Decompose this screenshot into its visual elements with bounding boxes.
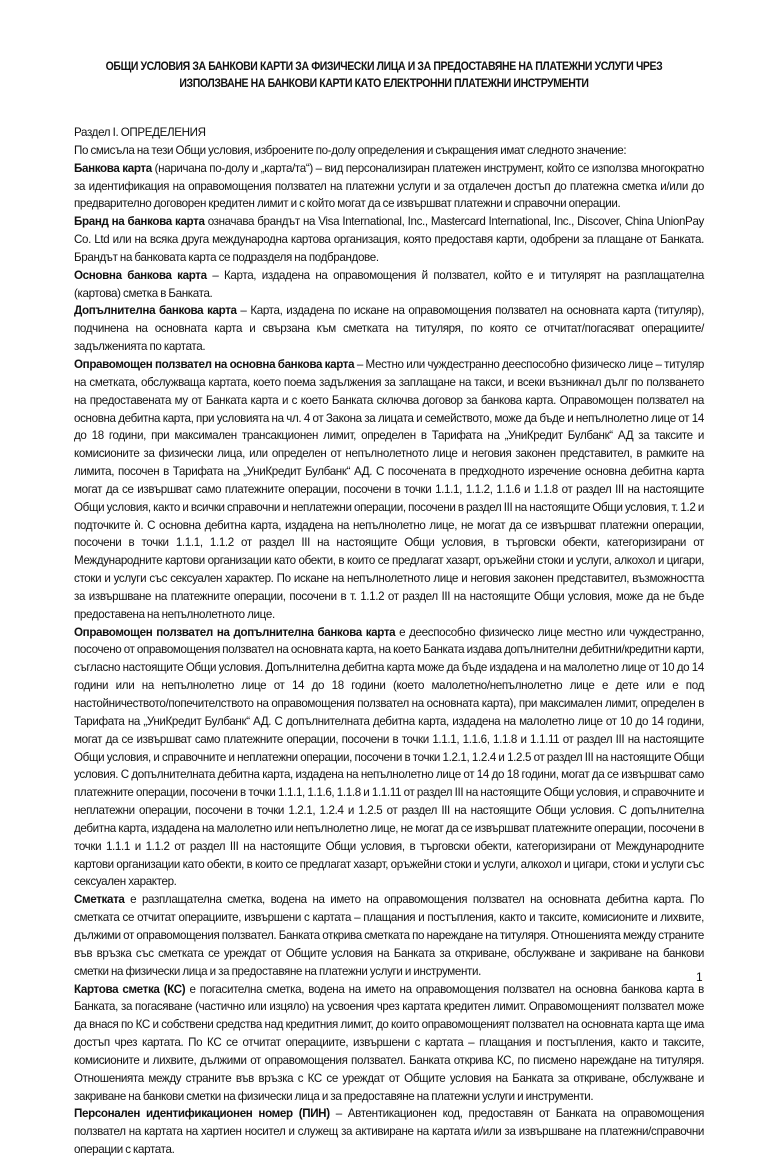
definition-text: е погасителна сметка, водена на името на оправомощения ползвател на основна банкова карта в Банката, за погасяване (частично или изцяло) на усвоения чрез картата кредитен лимит. Оправомощеният ползвател може да внася по КС и собствени средства над кредитния лимит, до които оправомощеният ползвател на основната карта ще има достъп чрез картата. По КС се отчитат операциите, извършени с картата – плащания и постъпления, както и таксите, комисионите и лихвите, дължими от оправомощения ползвател. Банката открива КС, по писмено нареждане на титуляря. Отношенията между страните във връзка с КС се уреждат от Общите условия на Банката за откриване, обслужване и закриване на банкови сметки на физически лица и за предоставяне на платежни услуги и инструменти.: [74, 982, 704, 1103]
definition-term: Сметката: [74, 893, 125, 907]
definition-text: – Карта, издадена по искане на оправомощения ползвател на основната карта (титуляр), подчинена на основната карта и свързана към сметката на титуляря, по която се отчитат/погасяват операциите/задълженията по картата.: [74, 304, 704, 354]
definition-term: Банкова карта: [74, 161, 152, 175]
definition-term: Оправомощен ползвател на основна банкова карта: [74, 357, 355, 371]
definition-additional-card-user: [74, 624, 704, 892]
definition-text: – Местно или чуждестранно дееспособно физическо лице – титуляр на сметката, обслужваща картата, което поема задължения за заплащане на такси, и всеки възникнал дълг по ползването на предоставената му от Банката карта и с което Банката сключва договор за банкова карта. Оправомощен ползвател на основна дебитна карта, при условията на чл. 4 от Закона за лицата и семейството, може да бъде и непълнолетно лице от 14 до 18 години, при максимален трансакционен лимит, определен в Тарифата на „УниКредит Булбанк“ АД за таксите и комисионите за физически лица, или определен от непълнолетното лице и неговия законен представител, в рамките на лимита, посочен в Тарифата на „УниКредит Булбанк“ АД. С посочената в предходното изречение основна дебитна карта могат да се извършват само платежните операции, посочени в точки 1.1.1, 1.1.2, 1.1.6 и 1.1.8 от раздел III на настоящите Общи условия, както и всички справочни и неплатежни операции, посочени в раздел III на настоящите Общи условия, т. 1.2 и подточките ѝ. С основна дебитна карта, издадена на непълнолетно лице, не могат да се извършват платежни операции, посочени в точки 1.1.1, 1.1.2 от раздел III на настоящите Общи условия, в търговски обекти, категоризирани от Международните картови организации като обекти, в които се предлагат хазарт, оръжейни стоки и услуги, алкохол и цигари, стоки и услуги със сексуален характер. По искане на непълнолетното лице и неговия законен представител, възможността за извършване на платежните операции, посочени в т. 1.1.2 от раздел III на настоящите Общи условия, може да не бъде предоставена на непълнолетното лице.: [74, 357, 704, 621]
page-number: 1: [696, 970, 703, 984]
definition-main-card-user: [74, 356, 704, 624]
document-title: ОБЩИ УСЛОВИЯ ЗА БАНКОВИ КАРТИ ЗА ФИЗИЧЕСКИ ЛИЦА И ЗА ПРЕДОСТАВЯНЕ НА ПЛАТЕЖНИ УСЛУГИ ЧРЕЗ ИЗПОЛЗВАНЕ НА БАНКОВИ КАРТИ КАТО ЕЛЕКТРОННИ ПЛАТЕЖНИ ИНСТРУМЕНТИ: [105, 59, 663, 90]
definition-term: Оправомощен ползвател на допълнителна банкова карта: [74, 625, 396, 639]
definition-account: [74, 891, 704, 980]
definition-additional-card: [74, 302, 704, 356]
definition-bank-card: [74, 160, 704, 214]
definition-term: Бранд на банкова карта: [74, 215, 205, 229]
definition-text: (наричана по-долу и „карта/та“) – вид персонализиран платежен инструмент, който се използва многократно за идентификация на оправомощения ползвател на платежни услуги и за отдалечен достъп до платежна сметка и/или до предварително договорен кредитен лимит и с който могат да се извършват платежни и справочни операции.: [74, 161, 704, 211]
definition-term: Основна банкова карта: [74, 268, 207, 282]
definition-text: е дееспособно физическо лице местно или чуждестранно, посочено от оправомощения ползвател на основната карта, на което Банката издава допълнителни дебитни/кредитни карти, съгласно настоящите Общи условия. Допълнителна дебитна карта може да бъде издадена и на малолетно лице от 10 до 14 години или на непълнолетно лице от 14 до 18 години (което малолетно/непълнолетно лице е дете или е под настойничеството/попечителството на оправомощения ползвател на основната карта), при максимален лимит, определен в Тарифата на „УниКредит Булбанк“ АД. С допълнителната дебитна карта, издадена на малолетно лице от 10 до 14 години, могат да се извършват само платежните операции, посочени в точки 1.1.1, 1.1.6, 1.1.8 и 1.1.11 от раздел III на настоящите Общи условия, и справочните и неплатежни операции, посочени в точки 1.2.1, 1.2.4 и 1.2.5 от раздел III на настоящите Общи условия. С допълнителната дебитна карта, издадена на непълнолетно лице от 14 до 18 години, могат да се извършват само платежните операции, посочени в точки 1.1.1, 1.1.6, 1.1.8 и 1.1.11 от раздел III на настоящите Общи условия, и справочните и неплатежни операции, посочени в точки 1.2.1, 1.2.4 и 1.2.5 от раздел III на настоящите Общи условия. С допълнителна дебитна карта, издадена на малолетно или непълнолетно лице, не могат да се извършват платежните операции, посочени в точки 1.1.1 и 1.1.2 от раздел III на настоящите Общи условия, в търговски обекти, категоризирани от Международните картови организации като обекти, в които се предлагат хазарт, оръжейни стоки и услуги, алкохол и цигари, стоки и услуги със сексуален характер.: [74, 625, 704, 889]
definition-term: Картова сметка (КС): [74, 982, 186, 996]
intro-paragraph: По смисъла на тези Общи условия, изброените по-долу определения и съкращения имат следното значение:: [74, 143, 627, 157]
definition-text: означава брандът на Visa International, Inc., Mastercard International, Inc., Discover, China UnionPay Co. Ltd или на всяка друга международна картова организация, която предоставя карти, одобрени за плащане от Банката. Брандът на банковата карта се подразделя на подбрандове.: [74, 215, 704, 264]
definition-text: – Автентикационен код, предоставян от Банката на оправомощения ползвател на картата на хартиен носител и служещ за активиране на картата и/или за извършване на платежни/справочни операции с картата.: [74, 1107, 704, 1157]
definition-main-card: [74, 267, 704, 303]
definition-term: Допълнителна банкова карта: [74, 304, 237, 318]
definition-text: – Карта, издадена на оправомощения й ползвател, който е и титулярят на разплащателна (картова) сметка в Банката.: [74, 268, 704, 300]
definition-pin: [74, 1105, 704, 1159]
definition-text: е разплащателна сметка, водена на името на оправомощения ползвател на основната дебитна карта. По сметката се отчитат операциите, извършени с картата – плащания и постъпления, както и таксите, комисионите и лихвите, дължими от оправомощения ползвател. Банката открива сметката по нареждане на титуляря. Отношенията между страните във връзка със сметката се уреждат от Общите условия на Банката за откриване, обслужване и закриване на банкови сметки на физически лица и за предоставяне на платежни услуги и инструменти.: [74, 893, 704, 978]
section-heading: Раздел I. ОПРЕДЕЛЕНИЯ: [74, 126, 206, 139]
definition-card-brand: [74, 213, 704, 267]
document-body: [74, 124, 704, 1159]
definition-card-account: [74, 981, 704, 1106]
definition-term: Персонален идентификационен номер (ПИН): [74, 1107, 330, 1121]
